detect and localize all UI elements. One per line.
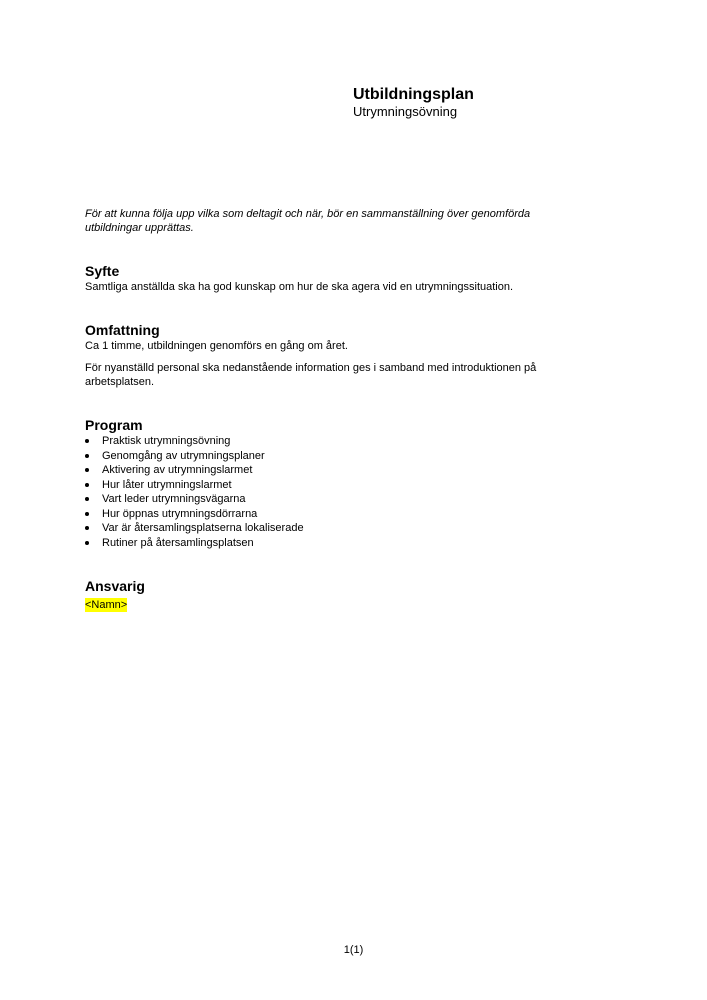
document-body bbox=[85, 207, 585, 613]
bullet-icon bbox=[85, 526, 89, 530]
section-heading-omfattning: Omfattning bbox=[85, 322, 160, 338]
section-heading-syfte: Syfte bbox=[85, 263, 120, 279]
list-item bbox=[85, 521, 585, 536]
list-item-label: Genomgång av utrymningsplaner bbox=[102, 449, 265, 462]
section-heading-program: Program bbox=[85, 417, 143, 433]
bullet-icon bbox=[85, 454, 89, 458]
list-item bbox=[85, 463, 585, 478]
syfte-text: Samtliga anställda ska ha god kunskap om hur de ska agera vid en utrymningssituation. bbox=[85, 281, 514, 293]
list-item bbox=[85, 492, 585, 507]
list-item-label: Rutiner på återsamlingsplatsen bbox=[102, 536, 254, 549]
list-item-label: Hur låter utrymningslarmet bbox=[102, 478, 232, 491]
responsible-name-placeholder: <Namn> bbox=[85, 599, 128, 611]
list-item bbox=[85, 449, 585, 464]
bullet-icon bbox=[85, 483, 89, 487]
list-item bbox=[85, 507, 585, 522]
bullet-icon bbox=[85, 497, 89, 501]
section-heading-ansvarig: Ansvarig bbox=[85, 578, 145, 594]
list-item-label: Aktivering av utrymningslarmet bbox=[102, 464, 253, 476]
bullet-icon bbox=[85, 439, 89, 443]
intro-text: För att kunna följa upp vilka som deltagit och när, bör en sammanställning över genomförda utbildningar upprättas. bbox=[85, 208, 531, 234]
document-subtitle: Utrymningsövning bbox=[353, 104, 458, 119]
bullet-icon bbox=[85, 541, 89, 545]
document-title: Utbildningsplan bbox=[353, 86, 474, 103]
list-item-label: Vart leder utrymningsvägarna bbox=[102, 493, 246, 505]
omfattning-text-2: För nyanställd personal ska nedanstående information ges i samband med introduktionen på arbetsplatsen. bbox=[85, 362, 537, 388]
list-item-label: Var är återsamlingsplatserna lokaliserade bbox=[102, 522, 304, 534]
list-item bbox=[85, 434, 585, 449]
page-number: 1(1) bbox=[343, 944, 364, 956]
bullet-icon bbox=[85, 468, 89, 472]
list-item bbox=[85, 478, 585, 493]
list-item-label: Hur öppnas utrymningsdörrarna bbox=[102, 507, 258, 520]
omfattning-text-1: Ca 1 timme, utbildningen genomförs en gång om året. bbox=[85, 340, 348, 352]
program-list bbox=[85, 434, 585, 550]
bullet-icon bbox=[85, 512, 89, 516]
list-item-label: Praktisk utrymningsövning bbox=[102, 435, 231, 447]
document-header bbox=[353, 85, 474, 119]
list-item bbox=[85, 536, 585, 551]
